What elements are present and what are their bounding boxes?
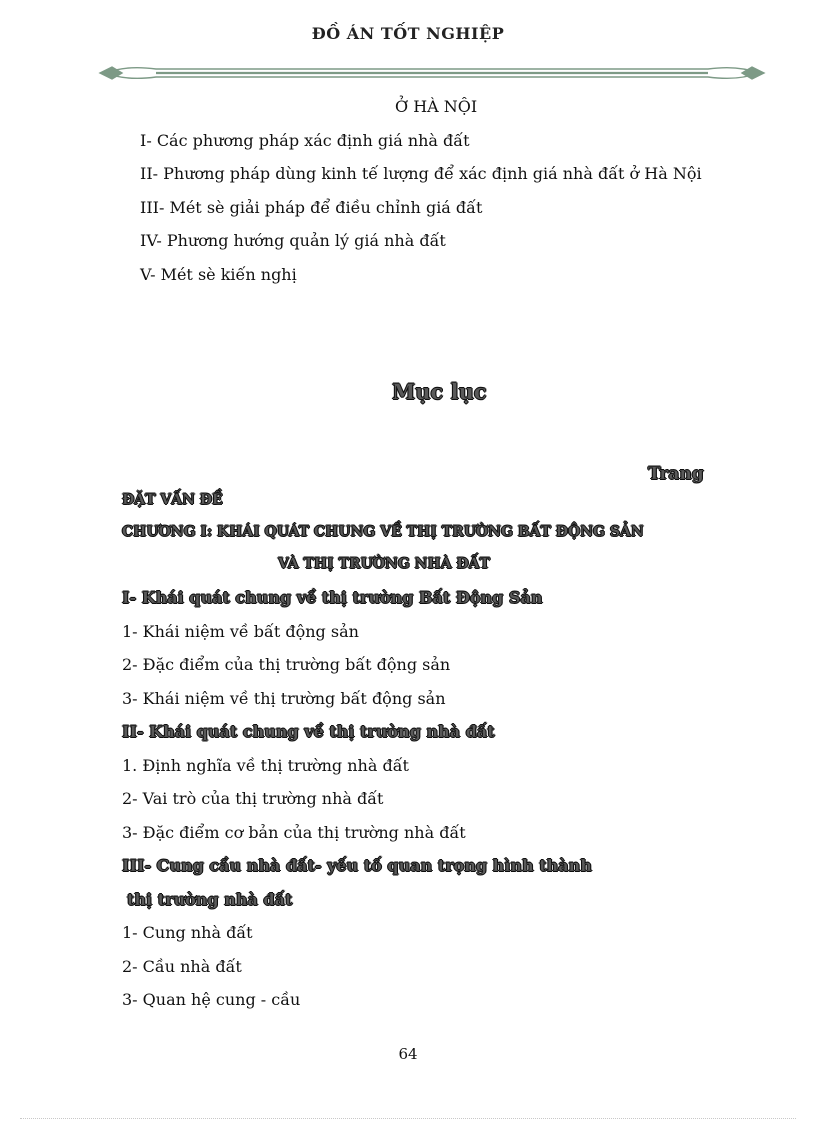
- section-heading-tail: Ở HÀ NỘI: [395, 97, 478, 116]
- toc-entry: III- Cung cầu nhà đất- yếu tố quan trọng hình thành: [122, 856, 592, 875]
- list-item: V- Mét sè kiến nghị: [140, 265, 297, 284]
- list-item: III- Mét sè giải pháp để điều chỉnh giá đất: [140, 198, 483, 217]
- toc-entry: 1- Khái niệm về bất động sản: [122, 622, 359, 641]
- page-header-title: ĐỒ ÁN TỐT NGHIỆP: [311, 24, 505, 43]
- page-number: 64: [398, 1045, 418, 1063]
- list-item: IV- Phương hướng quản lý giá nhà đất: [140, 231, 446, 250]
- toc-entry: 2- Cầu nhà đất: [122, 957, 242, 976]
- toc-page-column-label: Trang: [648, 464, 704, 484]
- toc-entry: 3- Khái niệm về thị trường bất động sản: [122, 689, 446, 708]
- decorative-rule-ornament-icon: [96, 55, 768, 87]
- toc-entry: 1- Cung nhà đất: [122, 923, 253, 942]
- toc-entry: 1. Định nghĩa về thị trường nhà đất: [122, 756, 409, 775]
- toc-entry: thị trường nhà đất: [127, 890, 293, 909]
- list-item: I- Các phương pháp xác định giá nhà đất: [140, 131, 470, 150]
- toc-entry: 2- Vai trò của thị trường nhà đất: [122, 789, 384, 808]
- toc-entry: 2- Đặc điểm của thị trường bất động sản: [122, 655, 451, 674]
- toc-entry: 3- Đặc điểm cơ bản của thị trường nhà đất: [122, 823, 466, 842]
- toc-entry: II- Khái quát chung về thị trường nhà đất: [122, 722, 495, 741]
- toc-title: Mục lục: [392, 379, 487, 404]
- toc-entry: VÀ THỊ TRƯỜNG NHÀ ĐẤT: [278, 556, 490, 572]
- page-bottom-divider: [20, 1118, 796, 1119]
- toc-entry: I- Khái quát chung về thị trường Bất Động Sản: [122, 588, 543, 607]
- toc-entry: 3- Quan hệ cung - cầu: [122, 990, 301, 1009]
- toc-entry: ĐẶT VẤN ĐỀ: [122, 492, 223, 508]
- toc-entry: CHƯƠNG I: KHÁI QUÁT CHUNG VỀ THỊ TRƯỜNG BẤT ĐỘNG SẢN: [122, 524, 644, 540]
- list-item: II- Phương pháp dùng kinh tế lượng để xác định giá nhà đất ở Hà Nội: [140, 164, 702, 183]
